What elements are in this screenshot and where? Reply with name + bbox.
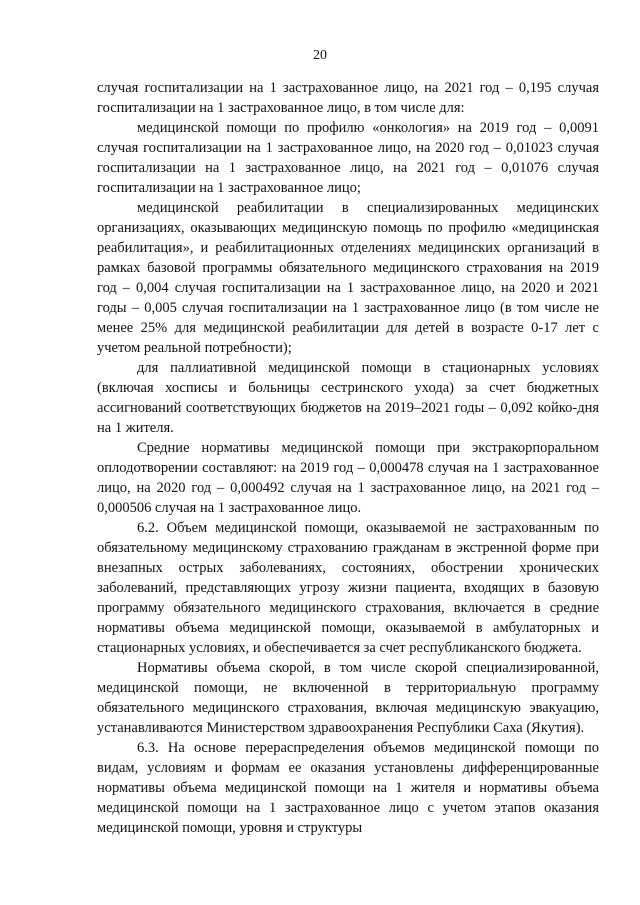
paragraph-oncology: медицинской помощи по профилю «онкология» на 2019 год – 0,0091 случая госпитализации на 1 застрахованное лицо, на 2020 год – 0,01023 случая госпитализации на 1 застрахованное лицо, на 2021 год – 0,01076 случая госпитализации на 1 застрахованное лицо; <box>97 120 599 196</box>
paragraph-section-6-2: 6.2. Объем медицинской помощи, оказываемой не застрахованным по обязательному медицинскому страхованию гражданам в экстренной форме при внезапных острых заболеваниях, состояниях, обострении хронических заболеваний, представляющих угрозу жизни пациента, входящих в базовую программу обязательного медицинского страхования, включается в средние нормативы объема медицинской помощи, оказываемой в амбулаторных и стационарных условиях, и обеспечивается за счет республиканского бюджета. <box>97 520 599 656</box>
paragraph-rehabilitation: медицинской реабилитации в специализированных медицинских организациях, оказывающих медицинскую помощь по профилю «медицинская реабилитация», и реабилитационных отделениях медицинских организаций в рамках базовой программы обязательного медицинского страхования на 2019 год – 0,004 случая госпитализации на 1 застрахованное лицо, на 2020 и 2021 годы – 0,005 случая госпитализации на 1 застрахованное лицо (в том числе не менее 25% для медицинской реабилитации для детей в возрасте 0-17 лет с учетом реальной потребности); <box>97 200 599 356</box>
paragraph-ivf: Средние нормативы медицинской помощи при экстракорпоральном оплодотворении составляют: на 2019 год – 0,000478 случая на 1 застрахованное лицо, на 2020 год – 0,000492 случая на 1 застрахованное лицо, на 2021 год – 0,000506 случая на 1 застрахованное лицо. <box>97 440 599 516</box>
paragraph-section-6-3: 6.3. На основе перераспределения объемов медицинской помощи по видам, условиям и формам ее оказания установлены дифференцированные нормативы объема медицинской помощи на 1 жителя и нормативы объема медицинской помощи на 1 застрахованное лицо с учетом этапов оказания медицинской помощи, уровня и структуры <box>97 740 599 836</box>
page-number: 20 <box>313 48 327 63</box>
paragraph-continuation: случая госпитализации на 1 застрахованное лицо, на 2021 год – 0,195 случая госпитализации на 1 застрахованное лицо, в том числе для: <box>97 80 599 116</box>
document-body <box>97 78 599 838</box>
paragraph-ambulance-norms: Нормативы объема скорой, в том числе скорой специализированной, медицинской помощи, не включенной в территориальную программу обязательного медицинского страхования, включая медицинскую эвакуацию, устанавливаются Министерством здравоохранения Республики Саха (Якутия). <box>97 660 599 736</box>
paragraph-palliative: для паллиативной медицинской помощи в стационарных условиях (включая хосписы и больницы сестринского ухода) за счет бюджетных ассигнований соответствующих бюджетов на 2019–2021 годы – 0,092 койко-дня на 1 жителя. <box>97 360 599 436</box>
